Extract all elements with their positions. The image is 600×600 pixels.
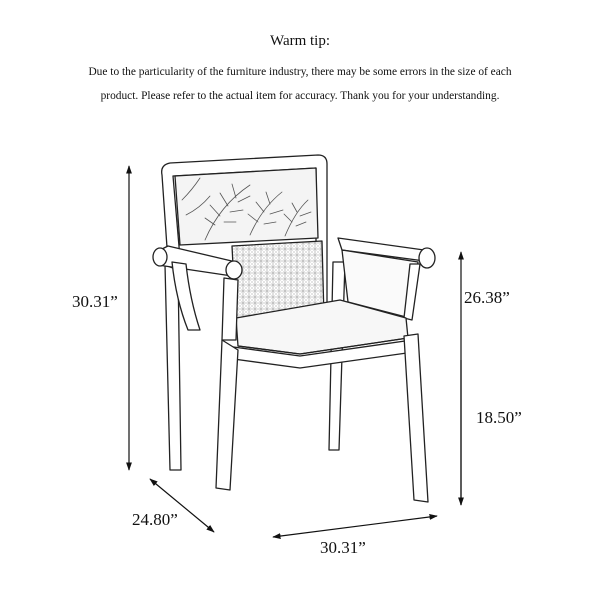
left-armrest-cap xyxy=(153,248,167,266)
notice-line-1: Due to the particularity of the furniture industry, there may be some errors in the size of each xyxy=(88,66,512,78)
warm-tip-title: Warm tip: xyxy=(269,33,331,49)
width-label: 30.31” xyxy=(320,538,366,557)
left-front-arm-cap xyxy=(226,261,242,279)
right-armrest-cap xyxy=(419,248,435,268)
chair-illustration xyxy=(153,155,435,502)
width-dimension-line xyxy=(273,516,437,537)
armrest-height-label: 26.38” xyxy=(464,288,510,307)
front-left-arm-post xyxy=(222,278,238,340)
backrest-panel xyxy=(175,168,318,245)
front-left-leg xyxy=(216,340,238,490)
depth-label: 24.80” xyxy=(132,510,178,529)
front-right-leg xyxy=(404,334,428,502)
seat-height-label: 18.50” xyxy=(476,408,522,427)
notice-line-2: product. Please refer to the actual item for accuracy. Thank you for your understanding. xyxy=(100,90,500,102)
total-height-label: 30.31” xyxy=(72,292,118,311)
